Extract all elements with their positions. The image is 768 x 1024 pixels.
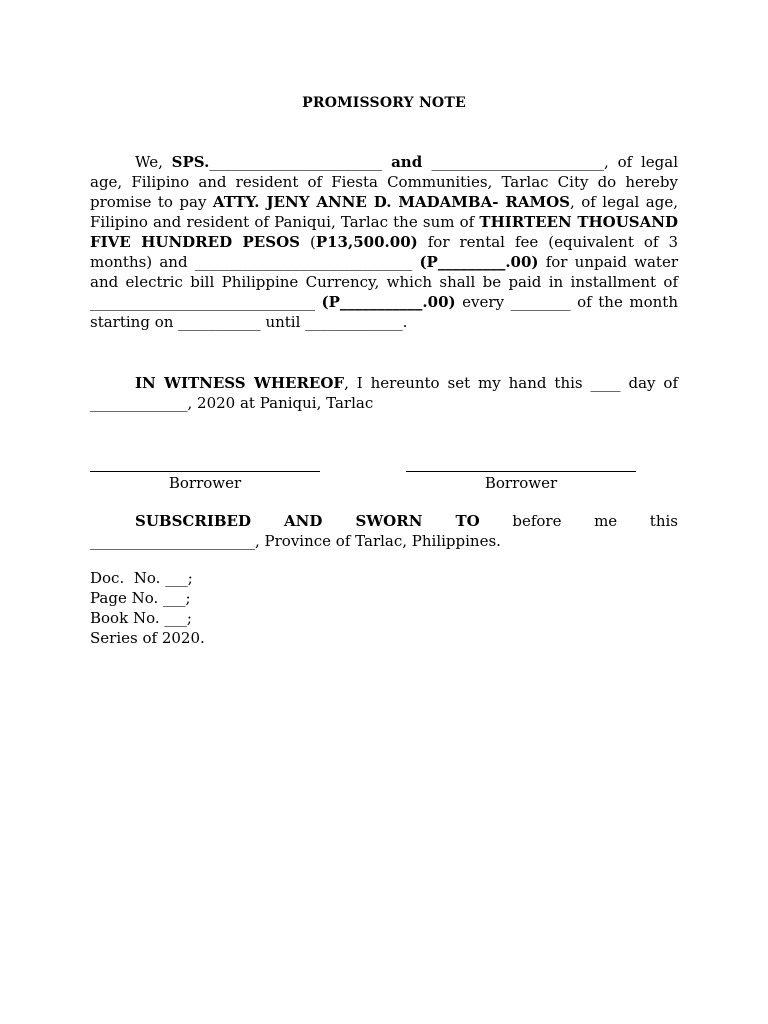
residence-text: legal age, Filipino and resident of Fiesta Communities, Tarlac City do hereby promise to pay bbox=[90, 153, 679, 211]
utility-text: for unpaid water and electric bill Philippine Currency, which shall be paid in installment of bbox=[90, 253, 678, 291]
subscribed-blank: ______________________ bbox=[90, 532, 255, 550]
book-no: Book No. ___; bbox=[90, 609, 192, 627]
additional-amount-blank: _____________________________ bbox=[194, 253, 413, 271]
of-month-text: of the month starting on bbox=[90, 293, 678, 331]
witness-paragraph bbox=[90, 373, 678, 413]
borrower1-blank: _______________________ bbox=[209, 153, 382, 171]
subscribed-text1: before me this bbox=[479, 512, 678, 530]
promise-paragraph bbox=[90, 152, 678, 332]
page-no: Page No. ___; bbox=[90, 589, 191, 607]
installment-p-blank: (P___________.00) bbox=[321, 293, 456, 311]
rental-fee-text: for rental fee (equivalent of 3 months) and bbox=[90, 233, 678, 271]
end-date-blank: _____________ bbox=[305, 313, 403, 331]
subscribed-lead: SUBSCRIBED AND SWORN TO bbox=[135, 512, 480, 530]
open-paren: ( bbox=[299, 233, 316, 251]
subscribed-paragraph-line2 bbox=[90, 531, 678, 551]
witness-month-blank: _____________ bbox=[90, 394, 188, 412]
witness-text2: day of bbox=[620, 374, 678, 392]
signature-line-left bbox=[90, 451, 320, 472]
witness-text3: , 2020 at Paniqui, Tarlac bbox=[187, 394, 374, 412]
witness-day-blank: ____ bbox=[590, 374, 621, 392]
document-title: PROMISSORY NOTE bbox=[302, 95, 466, 111]
period-text: . bbox=[402, 313, 408, 331]
every-text: every bbox=[455, 293, 511, 311]
day-blank: ________ bbox=[510, 293, 571, 311]
witness-text1: , I hereunto set my hand this bbox=[344, 374, 591, 392]
borrower-label-left: Borrower bbox=[168, 474, 242, 492]
borrower-signature-left bbox=[90, 451, 320, 492]
notarial-details bbox=[90, 568, 678, 648]
amount-words: THIRTEEN THOUSAND FIVE HUNDRED PESOS bbox=[90, 213, 678, 251]
lender-name: ATTY. JENY ANNE D. MADAMBA- RAMOS bbox=[212, 193, 570, 211]
signature-line-right bbox=[406, 451, 636, 472]
borrower-label-right: Borrower bbox=[484, 474, 558, 492]
series: Series of 2020. bbox=[90, 629, 205, 647]
borrower2-blank: _______________________ bbox=[431, 153, 604, 171]
doc-no: Doc. No. ___; bbox=[90, 569, 193, 587]
installment-blank: ______________________________ bbox=[90, 293, 315, 311]
we-text: We, bbox=[135, 153, 172, 171]
start-date-blank: ___________ bbox=[178, 313, 261, 331]
and-text: and bbox=[381, 153, 432, 171]
until-text: until bbox=[265, 313, 306, 331]
sps-label: SPS. bbox=[171, 153, 210, 171]
lender-residence-text: , of legal age, Filipino and resident of Paniqui, Tarlac the sum of bbox=[90, 193, 678, 231]
subscribed-text2: , Province of Tarlac, Philippines. bbox=[255, 532, 501, 550]
additional-amount-p-blank: (P_________.00) bbox=[419, 253, 539, 271]
borrower-signature-right bbox=[406, 451, 636, 492]
amount-number: P13,500.00) bbox=[315, 233, 418, 251]
comma-of-text: , of bbox=[603, 153, 633, 171]
subscribed-paragraph bbox=[90, 511, 678, 531]
witness-lead: IN WITNESS WHEREOF bbox=[135, 374, 345, 392]
signature-row bbox=[90, 451, 678, 493]
